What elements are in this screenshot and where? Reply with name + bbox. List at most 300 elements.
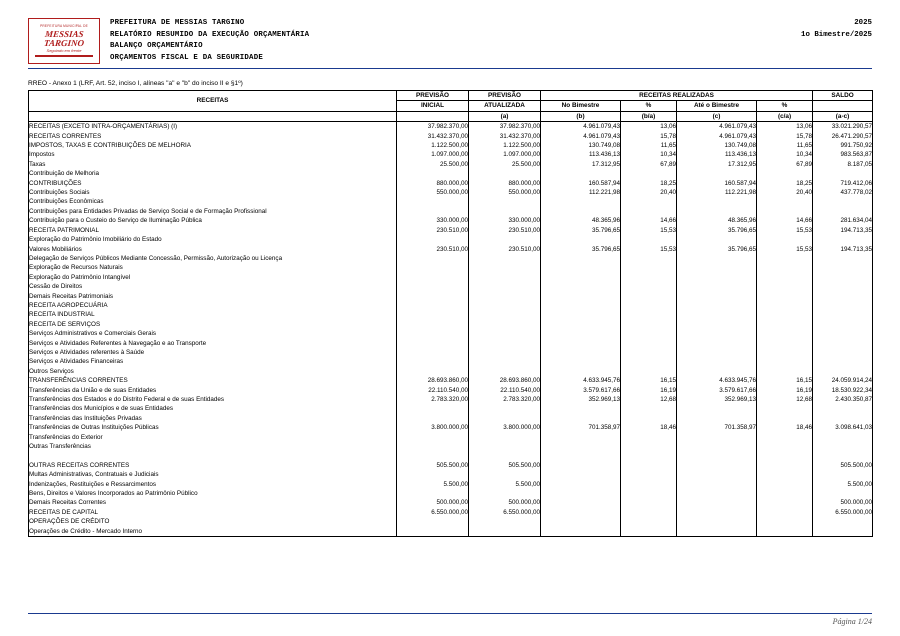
row-label: Serviços e Atividades Financeiras	[29, 357, 397, 366]
cell-previsao-inicial	[397, 367, 469, 376]
cell-previsao-atualizada	[469, 367, 541, 376]
cell-no-bimestre	[541, 197, 621, 206]
cell-previsao-atualizada	[469, 273, 541, 282]
cell-ate-bimestre	[677, 451, 757, 460]
cell-saldo	[813, 451, 873, 460]
cell-pct-ca	[757, 480, 813, 489]
cell-saldo	[813, 207, 873, 216]
cell-no-bimestre	[541, 301, 621, 310]
table-row	[29, 292, 873, 301]
col-prev-inicial-blank	[397, 111, 469, 121]
cell-previsao-atualizada: 1.122.500,00	[469, 141, 541, 150]
cell-saldo	[813, 489, 873, 498]
cell-saldo	[813, 527, 873, 537]
cell-no-bimestre: 35.796,65	[541, 245, 621, 254]
cell-ate-bimestre	[677, 527, 757, 537]
cell-no-bimestre	[541, 498, 621, 507]
cell-no-bimestre: 701.358,97	[541, 423, 621, 432]
cell-ate-bimestre: 160.587,94	[677, 179, 757, 188]
cell-previsao-inicial: 3.800.000,00	[397, 423, 469, 432]
cell-previsao-inicial	[397, 339, 469, 348]
cell-no-bimestre	[541, 433, 621, 442]
cell-no-bimestre	[541, 414, 621, 423]
cell-pct-ba	[621, 207, 677, 216]
logo-sub-text: Seguindo em frente	[46, 47, 82, 53]
cell-saldo	[813, 442, 873, 451]
cell-previsao-inicial: 1.122.500,00	[397, 141, 469, 150]
header-row-3	[29, 111, 873, 121]
cell-ate-bimestre: 130.749,08	[677, 141, 757, 150]
cell-saldo: 24.059.914,24	[813, 376, 873, 385]
row-label: RECEITA PATRIMONIAL	[29, 226, 397, 235]
cell-saldo	[813, 254, 873, 263]
cell-previsao-inicial	[397, 414, 469, 423]
cell-pct-ba	[621, 292, 677, 301]
table-row	[29, 226, 873, 235]
cell-pct-ca	[757, 527, 813, 537]
cell-pct-ba: 15,53	[621, 226, 677, 235]
cell-no-bimestre	[541, 404, 621, 413]
page-number: Página 1/24	[832, 617, 872, 626]
cell-ate-bimestre: 17.312,95	[677, 160, 757, 169]
cell-previsao-atualizada	[469, 489, 541, 498]
cell-no-bimestre	[541, 451, 621, 460]
cell-pct-ca	[757, 169, 813, 178]
cell-pct-ca	[757, 197, 813, 206]
cell-no-bimestre	[541, 310, 621, 319]
cell-previsao-atualizada	[469, 169, 541, 178]
cell-ate-bimestre: 352.969,13	[677, 395, 757, 404]
row-label: Contribuições para Entidades Privadas de Serviço Social e de Formação Profissional	[29, 207, 397, 216]
cell-ate-bimestre	[677, 508, 757, 517]
row-label: Exploração do Patrimônio Intangível	[29, 273, 397, 282]
table-row	[29, 216, 873, 225]
cell-saldo	[813, 301, 873, 310]
cell-previsao-atualizada: 330.000,00	[469, 216, 541, 225]
table-row	[29, 263, 873, 272]
cell-no-bimestre: 160.587,94	[541, 179, 621, 188]
header-row-1	[29, 91, 873, 101]
cell-previsao-inicial	[397, 433, 469, 442]
cell-previsao-atualizada	[469, 348, 541, 357]
cell-saldo: 983.563,87	[813, 150, 873, 159]
cell-pct-ca	[757, 442, 813, 451]
cell-pct-ca	[757, 451, 813, 460]
table-row	[29, 433, 873, 442]
cell-no-bimestre	[541, 339, 621, 348]
cell-pct-ca: 16,15	[757, 376, 813, 385]
cell-pct-ca: 10,34	[757, 150, 813, 159]
row-label: RECEITA INDUSTRIAL	[29, 310, 397, 319]
cell-pct-ba	[621, 498, 677, 507]
cell-no-bimestre	[541, 527, 621, 537]
cell-ate-bimestre	[677, 207, 757, 216]
cell-ate-bimestre	[677, 339, 757, 348]
header-year: 2025	[854, 19, 872, 27]
row-label: Exploração do Patrimônio Imobiliário do Estado	[29, 235, 397, 244]
cell-pct-ba	[621, 254, 677, 263]
row-label: Transferências de Outras Instituições Públicas	[29, 423, 397, 432]
page-footer	[28, 613, 872, 626]
cell-pct-ba	[621, 235, 677, 244]
cell-saldo	[813, 414, 873, 423]
cell-previsao-inicial	[397, 292, 469, 301]
cell-pct-ba	[621, 461, 677, 470]
cell-pct-ca	[757, 508, 813, 517]
cell-saldo: 26.471.290,57	[813, 132, 873, 141]
table-row	[29, 451, 873, 460]
cell-pct-ba: 13,06	[621, 122, 677, 132]
cell-pct-ba: 18,46	[621, 423, 677, 432]
col-receitas: RECEITAS	[29, 91, 397, 112]
cell-pct-ba	[621, 433, 677, 442]
row-label: Serviços e Atividades Referentes à Navegação e ao Transporte	[29, 339, 397, 348]
cell-ate-bimestre: 113.436,13	[677, 150, 757, 159]
cell-no-bimestre	[541, 169, 621, 178]
cell-previsao-atualizada	[469, 414, 541, 423]
row-label: RECEITAS (EXCETO INTRA-ORÇAMENTÁRIAS) (I)	[29, 122, 397, 132]
col-saldo: SALDO	[813, 91, 873, 101]
table-row	[29, 498, 873, 507]
cell-saldo: 194.713,35	[813, 245, 873, 254]
cell-ate-bimestre: 4.633.945,76	[677, 376, 757, 385]
row-label: RECEITAS CORRENTES	[29, 132, 397, 141]
cell-no-bimestre: 130.749,08	[541, 141, 621, 150]
cell-no-bimestre: 112.221,98	[541, 188, 621, 197]
cell-previsao-inicial: 31.432.370,00	[397, 132, 469, 141]
cell-pct-ba: 14,66	[621, 216, 677, 225]
cell-no-bimestre	[541, 357, 621, 366]
table-row	[29, 423, 873, 432]
cell-pct-ca	[757, 433, 813, 442]
cell-previsao-inicial	[397, 310, 469, 319]
row-label: Taxas	[29, 160, 397, 169]
cell-no-bimestre: 3.579.617,66	[541, 386, 621, 395]
col-pct-ba: %	[621, 101, 677, 111]
cell-previsao-inicial: 500.000,00	[397, 498, 469, 507]
cell-ate-bimestre	[677, 263, 757, 272]
cell-pct-ca	[757, 339, 813, 348]
header-line-statement: BALANÇO ORÇAMENTÁRIO	[110, 42, 203, 50]
cell-previsao-atualizada	[469, 235, 541, 244]
cell-previsao-atualizada	[469, 404, 541, 413]
row-label: RECEITA DE SERVIÇOS	[29, 320, 397, 329]
cell-saldo	[813, 263, 873, 272]
cell-previsao-inicial: 2.783.320,00	[397, 395, 469, 404]
cell-previsao-atualizada: 22.110.540,00	[469, 386, 541, 395]
cell-previsao-inicial	[397, 489, 469, 498]
cell-saldo	[813, 357, 873, 366]
cell-pct-ca	[757, 404, 813, 413]
cell-no-bimestre	[541, 367, 621, 376]
cell-saldo: 505.500,00	[813, 461, 873, 470]
cell-previsao-inicial	[397, 197, 469, 206]
cell-saldo	[813, 273, 873, 282]
cell-saldo	[813, 329, 873, 338]
row-label: Contribuição para o Custeio do Serviço de Iluminação Pública	[29, 216, 397, 225]
cell-saldo	[813, 310, 873, 319]
cell-pct-ca	[757, 310, 813, 319]
table-row	[29, 508, 873, 517]
cell-no-bimestre	[541, 442, 621, 451]
cell-pct-ba	[621, 339, 677, 348]
table-row	[29, 461, 873, 470]
cell-pct-ba	[621, 480, 677, 489]
cell-pct-ca	[757, 357, 813, 366]
cell-no-bimestre: 4.961.079,43	[541, 132, 621, 141]
row-label: Outras Transferências	[29, 442, 397, 451]
cell-pct-ba	[621, 282, 677, 291]
cell-previsao-atualizada	[469, 442, 541, 451]
cell-no-bimestre: 4.633.945,76	[541, 376, 621, 385]
cell-no-bimestre	[541, 273, 621, 282]
cell-previsao-atualizada	[469, 320, 541, 329]
cell-pct-ba	[621, 414, 677, 423]
cell-ate-bimestre: 3.579.617,66	[677, 386, 757, 395]
cell-previsao-atualizada: 230.510,00	[469, 226, 541, 235]
cell-previsao-inicial: 505.500,00	[397, 461, 469, 470]
cell-previsao-atualizada: 2.783.320,00	[469, 395, 541, 404]
cell-previsao-atualizada	[469, 207, 541, 216]
cell-previsao-atualizada	[469, 451, 541, 460]
table-row	[29, 480, 873, 489]
cell-previsao-atualizada: 37.982.370,00	[469, 122, 541, 132]
cell-ate-bimestre: 4.961.079,43	[677, 132, 757, 141]
row-label: RECEITA AGROPECUÁRIA	[29, 301, 397, 310]
cell-previsao-inicial	[397, 527, 469, 537]
table-row	[29, 310, 873, 319]
cell-ate-bimestre: 4.961.079,43	[677, 122, 757, 132]
header-bimester: 1o Bimestre/2025	[801, 30, 872, 39]
cell-saldo: 194.713,35	[813, 226, 873, 235]
cell-no-bimestre	[541, 282, 621, 291]
cell-ate-bimestre	[677, 197, 757, 206]
cell-pct-ca	[757, 414, 813, 423]
cell-ate-bimestre	[677, 480, 757, 489]
row-label: IMPOSTOS, TAXAS E CONTRIBUIÇÕES DE MELHORIA	[29, 141, 397, 150]
cell-pct-ba	[621, 517, 677, 526]
cell-saldo	[813, 292, 873, 301]
col-pct-ca: %	[757, 101, 813, 111]
table-row	[29, 132, 873, 141]
row-label: CONTRIBUIÇÕES	[29, 179, 397, 188]
cell-previsao-atualizada: 880.000,00	[469, 179, 541, 188]
cell-previsao-inicial	[397, 404, 469, 413]
cell-pct-ca	[757, 470, 813, 479]
cell-pct-ca	[757, 461, 813, 470]
table-row	[29, 282, 873, 291]
table-row	[29, 122, 873, 132]
document-header	[28, 18, 872, 69]
cell-pct-ca: 18,25	[757, 179, 813, 188]
table-row	[29, 141, 873, 150]
cell-saldo	[813, 339, 873, 348]
table-row	[29, 301, 873, 310]
table-row	[29, 207, 873, 216]
cell-ate-bimestre	[677, 404, 757, 413]
logo-name-line1: MESSIAS	[44, 28, 84, 39]
cell-ate-bimestre	[677, 367, 757, 376]
row-label: Serviços Administrativos e Comerciais Gerais	[29, 329, 397, 338]
cell-no-bimestre: 4.961.079,43	[541, 122, 621, 132]
cell-no-bimestre: 17.312,95	[541, 160, 621, 169]
col-receitas-realizadas: RECEITAS REALIZADAS	[541, 91, 813, 101]
cell-no-bimestre: 352.969,13	[541, 395, 621, 404]
cell-pct-ca: 11,65	[757, 141, 813, 150]
cell-previsao-atualizada: 28.693.860,00	[469, 376, 541, 385]
table-row	[29, 254, 873, 263]
logo-name-line2: TARGINO	[43, 37, 85, 48]
cell-pct-ca	[757, 489, 813, 498]
cell-no-bimestre	[541, 489, 621, 498]
row-label: OUTRAS RECEITAS CORRENTES	[29, 461, 397, 470]
cell-pct-ca	[757, 320, 813, 329]
cell-ate-bimestre	[677, 282, 757, 291]
cell-pct-ca: 15,53	[757, 245, 813, 254]
cell-saldo	[813, 367, 873, 376]
cell-previsao-atualizada: 25.500,00	[469, 160, 541, 169]
cell-saldo: 2.430.350,87	[813, 395, 873, 404]
col-no-bimestre: No Bimestre	[541, 101, 621, 111]
cell-pct-ca	[757, 348, 813, 357]
cell-previsao-inicial	[397, 329, 469, 338]
cell-pct-ba	[621, 357, 677, 366]
table-row	[29, 197, 873, 206]
cell-no-bimestre	[541, 235, 621, 244]
cell-pct-ba	[621, 527, 677, 537]
table-row	[29, 160, 873, 169]
cell-no-bimestre	[541, 480, 621, 489]
cell-ate-bimestre: 48.365,96	[677, 216, 757, 225]
cell-pct-ba	[621, 310, 677, 319]
cell-pct-ca	[757, 207, 813, 216]
col-ate-bimestre: Até o Bimestre	[677, 101, 757, 111]
cell-pct-ca: 67,89	[757, 160, 813, 169]
cell-no-bimestre: 113.436,13	[541, 150, 621, 159]
cell-previsao-atualizada: 230.510,00	[469, 245, 541, 254]
cell-previsao-atualizada	[469, 254, 541, 263]
cell-pct-ba	[621, 320, 677, 329]
row-label: Transferências da União e de suas Entidades	[29, 386, 397, 395]
cell-saldo	[813, 169, 873, 178]
table-row	[29, 414, 873, 423]
table-row	[29, 235, 873, 244]
cell-ate-bimestre	[677, 292, 757, 301]
col-ate-bimestre-key: (c)	[677, 111, 757, 121]
cell-previsao-inicial: 5.500,00	[397, 480, 469, 489]
table-row	[29, 376, 873, 385]
cell-saldo: 18.530.922,34	[813, 386, 873, 395]
row-label: Demais Receitas Patrimoniais	[29, 292, 397, 301]
cell-saldo	[813, 235, 873, 244]
cell-ate-bimestre	[677, 329, 757, 338]
col-prev-atualizada-key: (a)	[469, 111, 541, 121]
cell-pct-ca	[757, 254, 813, 263]
cell-ate-bimestre	[677, 470, 757, 479]
cell-ate-bimestre	[677, 235, 757, 244]
cell-previsao-inicial	[397, 273, 469, 282]
cell-pct-ca: 15,53	[757, 226, 813, 235]
cell-ate-bimestre	[677, 498, 757, 507]
cell-pct-ba: 67,89	[621, 160, 677, 169]
row-label: Delegação de Serviços Públicos Mediante Concessão, Permissão, Autorização ou Licença	[29, 254, 397, 263]
cell-pct-ba: 12,68	[621, 395, 677, 404]
col-prev-inicial-1: PREVISÃO	[397, 91, 469, 101]
cell-pct-ba: 20,40	[621, 188, 677, 197]
cell-ate-bimestre: 35.796,65	[677, 245, 757, 254]
logo-top-text: PREFEITURA MUNICIPAL DE	[40, 24, 88, 29]
cell-ate-bimestre	[677, 254, 757, 263]
cell-saldo: 500.000,00	[813, 498, 873, 507]
row-label: Transferências dos Municípios e de suas Entidades	[29, 404, 397, 413]
cell-previsao-atualizada	[469, 197, 541, 206]
table-row	[29, 150, 873, 159]
cell-previsao-inicial	[397, 169, 469, 178]
cell-previsao-inicial	[397, 470, 469, 479]
cell-no-bimestre	[541, 508, 621, 517]
cell-pct-ca	[757, 517, 813, 526]
cell-no-bimestre	[541, 320, 621, 329]
cell-pct-ba	[621, 489, 677, 498]
cell-previsao-atualizada	[469, 339, 541, 348]
table-row	[29, 339, 873, 348]
cell-previsao-atualizada	[469, 433, 541, 442]
row-label: Transferências das Instituições Privadas	[29, 414, 397, 423]
cell-previsao-inicial	[397, 263, 469, 272]
cell-pct-ba: 16,19	[621, 386, 677, 395]
cell-pct-ca	[757, 367, 813, 376]
cell-previsao-inicial	[397, 282, 469, 291]
cell-saldo	[813, 197, 873, 206]
cell-pct-ba	[621, 367, 677, 376]
cell-pct-ba	[621, 263, 677, 272]
cell-pct-ca	[757, 235, 813, 244]
cell-previsao-inicial	[397, 357, 469, 366]
cell-ate-bimestre	[677, 320, 757, 329]
table-row	[29, 489, 873, 498]
cell-saldo: 437.778,02	[813, 188, 873, 197]
cell-pct-ca: 20,40	[757, 188, 813, 197]
cell-previsao-atualizada: 6.550.000,00	[469, 508, 541, 517]
row-label: Indenizações, Restituições e Ressarcimentos	[29, 480, 397, 489]
table-row	[29, 404, 873, 413]
row-label: Contribuição de Melhoria	[29, 169, 397, 178]
cell-saldo	[813, 433, 873, 442]
cell-pct-ca: 16,19	[757, 386, 813, 395]
cell-pct-ca	[757, 282, 813, 291]
row-label: Exploração de Recursos Naturais	[29, 263, 397, 272]
cell-previsao-atualizada: 550.000,00	[469, 188, 541, 197]
cell-pct-ca: 14,66	[757, 216, 813, 225]
cell-pct-ba	[621, 301, 677, 310]
cell-previsao-atualizada	[469, 470, 541, 479]
row-label: Valores Mobiliários	[29, 245, 397, 254]
cell-pct-ba	[621, 169, 677, 178]
cell-previsao-atualizada	[469, 527, 541, 537]
row-label: Outros Serviços	[29, 367, 397, 376]
cell-no-bimestre	[541, 329, 621, 338]
cell-no-bimestre	[541, 517, 621, 526]
col-saldo-key: (a-c)	[813, 111, 873, 121]
col-prev-inicial-2: INICIAL	[397, 101, 469, 111]
cell-saldo: 719.412,06	[813, 179, 873, 188]
cell-pct-ba	[621, 273, 677, 282]
cell-saldo: 6.550.000,00	[813, 508, 873, 517]
cell-pct-ba	[621, 508, 677, 517]
row-label: Operações de Crédito - Mercado Interno	[29, 527, 397, 537]
cell-previsao-inicial	[397, 207, 469, 216]
cell-previsao-atualizada: 3.800.000,00	[469, 423, 541, 432]
